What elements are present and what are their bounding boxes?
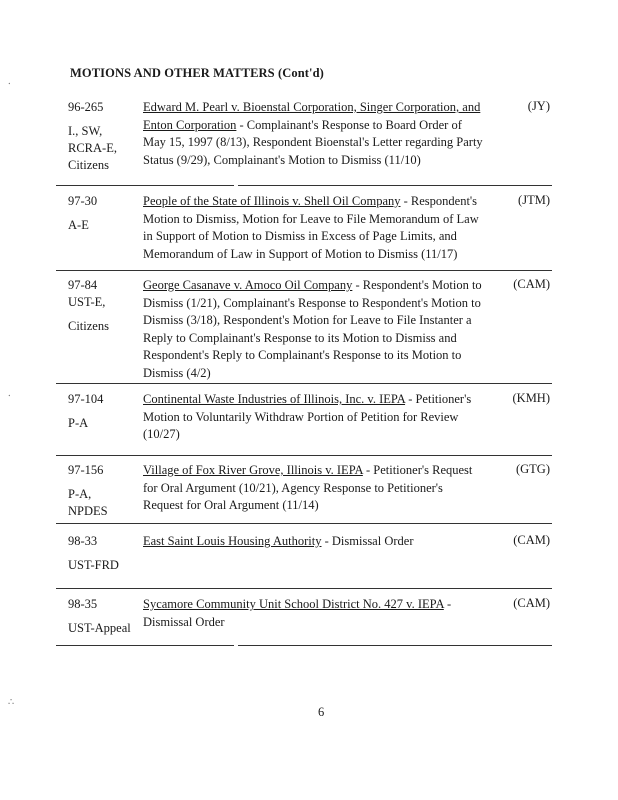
docket-type-line: UST-FRD — [68, 558, 119, 572]
docket-entry — [56, 391, 552, 447]
docket-number: 97-104 — [68, 392, 104, 406]
docket-entry — [56, 533, 552, 581]
docket-type-line: RCRA-E, — [68, 141, 117, 155]
docket-type-line: I., SW, — [68, 124, 103, 138]
docket-entry — [56, 462, 552, 520]
scan-speck: ∴ — [8, 697, 15, 708]
attorney-initials: (CAM) — [513, 533, 550, 547]
entry-description — [143, 462, 483, 515]
docket-type-line: UST-Appeal — [68, 621, 131, 635]
filing-details: - Petitioner's Motion to Voluntarily Withdraw Portion of Petition for Review (10/27) — [143, 392, 472, 441]
scan-speck: ⸱ — [8, 391, 11, 402]
divider-line — [238, 645, 552, 646]
docket-number: 97-84 — [68, 278, 98, 292]
divider-line — [56, 185, 234, 186]
case-name: Village of Fox River Grove, Illinois v. IEPA — [143, 463, 363, 477]
divider-line — [238, 185, 552, 186]
divider-line — [56, 645, 234, 646]
entry-description — [143, 99, 483, 169]
filing-details: - Respondent's Motion to Dismiss (1/21), Complainant's Response to Respondent's Motion to Dismiss (3/18), Respondent's Motion for Leave to File Instanter a Reply to Complainant's Response to its Motion to Dismiss and Respondent's Reply to Complainant's Response to its Motion to Dismiss (4/2) — [143, 278, 482, 380]
divider-line — [56, 523, 552, 524]
divider-line — [56, 383, 552, 384]
docket-type-line: P-A — [68, 416, 89, 430]
docket-column — [68, 462, 140, 520]
docket-number: 98-33 — [68, 534, 98, 548]
attorney-initials: (CAM) — [513, 596, 550, 610]
docket-column — [68, 193, 140, 234]
docket-type-line: Citizens — [68, 158, 109, 172]
docket-column — [68, 277, 140, 335]
docket-type-line: UST-E, — [68, 295, 106, 309]
entry-description — [143, 596, 463, 631]
case-name: George Casanave v. Amoco Oil Company — [143, 278, 353, 292]
docket-number: 97-156 — [68, 463, 104, 477]
divider-line — [56, 270, 552, 271]
case-name: Sycamore Community Unit School District No. 427 v. IEPA — [143, 597, 444, 611]
page-number: 6 — [318, 705, 325, 719]
divider-line — [56, 455, 552, 456]
docket-type-line: P-A, — [68, 487, 92, 501]
docket-entry — [56, 596, 552, 640]
filing-details: - Complainant's Response to Board Order of May 15, 1997 (8/13), Respondent Bioenstal's Letter regarding Party Status (9/29), Complainant's Motion to Dismiss (11/10) — [143, 117, 483, 167]
filing-details: - Respondent's Motion to Dismiss, Motion for Leave to File Memorandum of Law in Support of Motion to Dismiss in Excess of Page Limits, and Memorandum of Law in Support of Motion to Dismiss (11/17) — [143, 194, 479, 261]
case-name: People of the State of Illinois v. Shell Oil Company — [143, 194, 401, 208]
docket-entry — [56, 193, 552, 265]
docket-number: 98-35 — [68, 597, 98, 611]
docket-type-line: Citizens — [68, 319, 109, 333]
case-name: Continental Waste Industries of Illinois, Inc. v. IEPA — [143, 392, 406, 406]
section-heading: MOTIONS AND OTHER MATTERS (Cont'd) — [70, 66, 324, 80]
docket-type-line: NPDES — [68, 504, 108, 518]
attorney-initials: (JY) — [527, 99, 550, 113]
filing-details: - Dismissal Order — [321, 534, 414, 548]
attorney-initials: (KMH) — [512, 391, 550, 405]
docket-number: 97-30 — [68, 194, 98, 208]
docket-entry — [56, 277, 552, 387]
docket-column — [68, 533, 140, 574]
entry-description — [143, 533, 483, 551]
case-name: Edward M. Pearl v. Bioenstal Corporation, Singer Corporation, and Enton Corporation — [143, 100, 481, 132]
docket-entry — [56, 99, 552, 179]
case-name: East Saint Louis Housing Authority — [143, 534, 322, 548]
entry-description — [143, 391, 483, 444]
entry-description — [143, 193, 483, 263]
scan-speck: ⸱ — [8, 79, 11, 90]
attorney-initials: (GTG) — [515, 462, 550, 476]
docket-column — [68, 596, 140, 637]
docket-column — [68, 99, 140, 174]
filing-details: - Petitioner's Request for Oral Argument (10/21), Agency Response to Petitioner's Request for Oral Argument (11/14) — [143, 463, 473, 512]
filing-details: - Dismissal Order — [143, 597, 452, 629]
docket-number: 96-265 — [68, 100, 104, 114]
entry-description — [143, 277, 483, 382]
docket-type-line: A-E — [68, 218, 89, 232]
attorney-initials: (CAM) — [513, 277, 550, 291]
docket-column — [68, 391, 140, 432]
attorney-initials: (JTM) — [518, 193, 550, 207]
divider-line — [56, 588, 552, 589]
